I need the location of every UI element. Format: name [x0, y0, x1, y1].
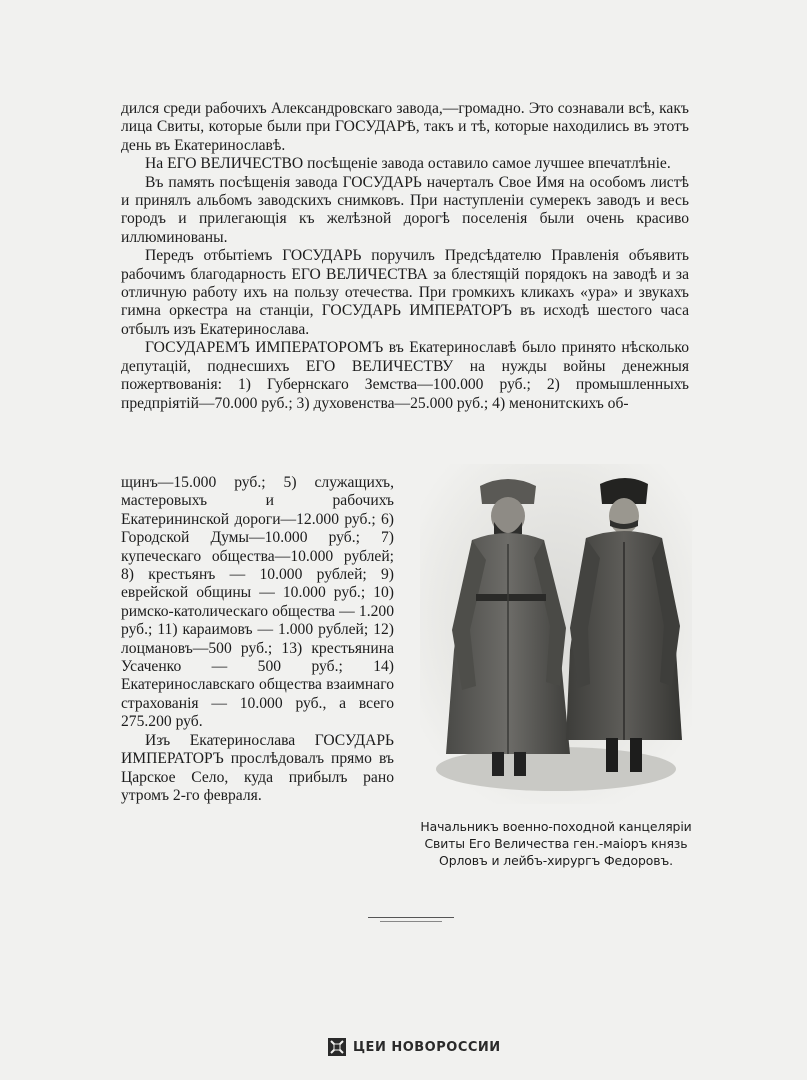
paragraph-impression: На ЕГО ВЕЛИЧЕСТВО посѣщеніе завода оставило самое лучшее впечатлѣніе. [145, 155, 671, 173]
caption-line: Свиты Его Величества ген.-маіоръ князь [424, 836, 688, 851]
paragraph-travel: Изъ Екатеринослава ГОСУДАРЬ ИМПЕРАТОРЪ прослѣдовалъ прямо въ Царское Село, куда прибылъ рано утромъ 2-го февраля. [121, 731, 394, 804]
caption-line: Орловъ и лейбъ-хирургъ Федоровъ. [439, 853, 673, 868]
emblem-icon [327, 1037, 347, 1057]
divider-line-short [380, 921, 442, 922]
left-column-text [121, 474, 394, 805]
caption-line: Начальникъ военно-походной канцеляріи [420, 819, 692, 834]
watermark [327, 1036, 501, 1058]
paragraph-memory: Въ память посѣщенія завода ГОСУДАРЬ начерталъ Свое Имя на особомъ листѣ и принялъ альбомъ заводскихъ снимковъ. При наступленіи сумерекъ заводъ и весь городъ и прилегающія къ желѣзной дорогѣ поселенія были очень красиво иллюминованы. [121, 173, 689, 246]
watermark-text: ЦЕИ НОВОРОССИИ [353, 1039, 501, 1055]
top-text-block [121, 100, 689, 413]
photo-caption [412, 818, 700, 869]
photograph [420, 464, 692, 804]
divider-line [368, 917, 454, 918]
paragraph-donations-continued: щинъ—15.000 руб.; 5) служащихъ, мастеровыхъ и рабочихъ Екатерининской дороги—12.000 руб.; 6) Городской Думы—10.000 руб.; 7) купеческаго общества—10.000 рублей; 8) крестьянъ — 10.000 рублей; 9) еврейской общины — 10.000 руб.; 10) римско-католическаго общества — 1.200 руб.; 11) караимовъ — 1.000 рублей; 12) лоцмановъ—500 руб.; 13) крестьянина Усаченко — 500 руб.; 14) Екатеринославскаго общества взаимнаго страхованія — 10.000 руб., а всего 275.200 руб. [121, 474, 394, 731]
paragraph-donations: ГОСУДАРЕМЪ ИМПЕРАТОРОМЪ въ Екатеринославѣ было принято нѣсколько депутацій, поднесшихъ ЕГО ВЕЛИЧЕСТВУ на нужды войны денежныя пожертвованія: 1) Губернскаго Земства—100.000 руб.; 2) промышленныхъ предпріятій—70.000 руб.; 3) духовенства—25.000 руб.; 4) менонитскихъ об- [121, 339, 689, 412]
paragraph-continuation: дился среди рабочихъ Александровскаго завода,—громадно. Это сознавали всѣ, какъ лица Свиты, которые были при ГОСУДАРѢ, такъ и тѣ, которые находились въ этотъ день въ Екатеринославѣ. [121, 100, 689, 154]
paragraph-departure: Передъ отбытіемъ ГОСУДАРЬ поручилъ Предсѣдателю Правленія объявить рабочимъ благодарность ЕГО ВЕЛИЧЕСТВА за блестящій порядокъ на заводѣ и за отличную работу ихъ на пользу отечества. При громкихъ кликахъ «ура» и звукахъ гимна оркестра на станціи, ГОСУДАРЬ ИМПЕРАТОРЪ въ исходѣ шестого часа отбылъ изъ Екатеринослава. [121, 247, 689, 338]
